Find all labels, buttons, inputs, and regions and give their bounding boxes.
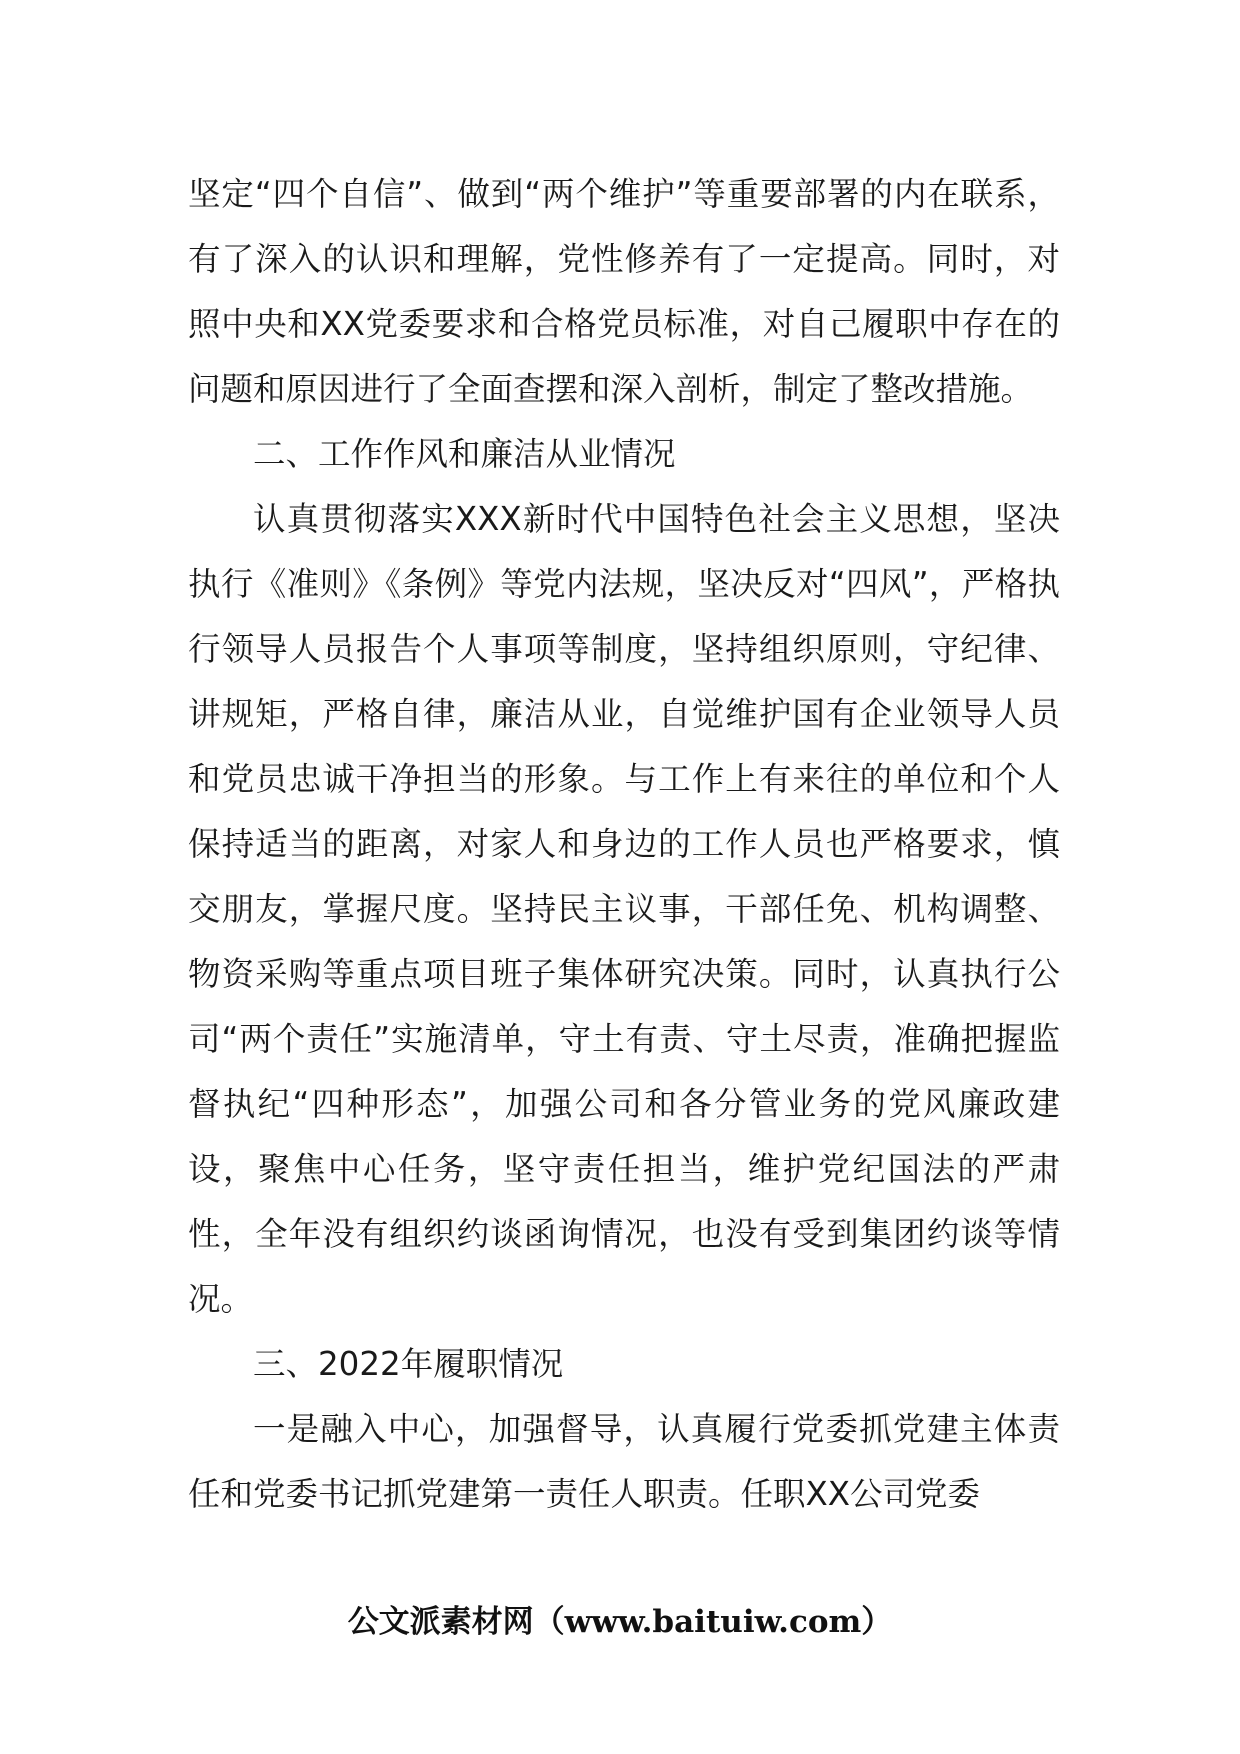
document-body [188,162,1060,1527]
paragraph-performance: 一是融入中心，加强督导，认真履行党委抓党建主体责任和党委书记抓党建第一责任人职责。任职XX公司党委 [188,1410,1060,1513]
paragraph-work-style: 认真贯彻落实XXX新时代中国特色社会主义思想，坚决执行《准则》《条例》等党内法规，坚决反对“四风”，严格执行领导人员报告个人事项等制度，坚持组织原则，守纪律、讲规矩，严格自律，廉洁从业，自觉维护国有企业领导人员和党员忠诚干净担当的形象。与工作上有来往的单位和个人保持适当的距离，对家人和身边的工作人员也严格要求，慎交朋友，掌握尺度。坚持民主议事，干部任免、机构调整、物资采购等重点项目班子集体研究决策。同时，认真执行公司“两个责任”实施清单，守土有责、守土尽责，准确把握监督执纪“四种形态”，加强公司和各分管业务的党风廉政建设，聚焦中心任务，坚守责任担当，维护党纪国法的严肃性，全年没有组织约谈函询情况，也没有受到集团约谈等情况。 [188,500,1060,1318]
section-heading-3: 三、2022年履职情况 [253,1345,564,1383]
footer-watermark-text: 公文派素材网（www.baituiw.com） [347,1604,893,1640]
section-heading-2: 二、工作作风和廉洁从业情况 [253,435,676,473]
paragraph-continuation: 坚定“四个自信”、做到“两个维护”等重要部署的内在联系，有了深入的认识和理解，党性修养有了一定提高。同时，对照中央和XX党委要求和合格党员标准，对自己履职中存在的问题和原因进行了全面查摆和深入剖析，制定了整改措施。 [188,175,1060,408]
